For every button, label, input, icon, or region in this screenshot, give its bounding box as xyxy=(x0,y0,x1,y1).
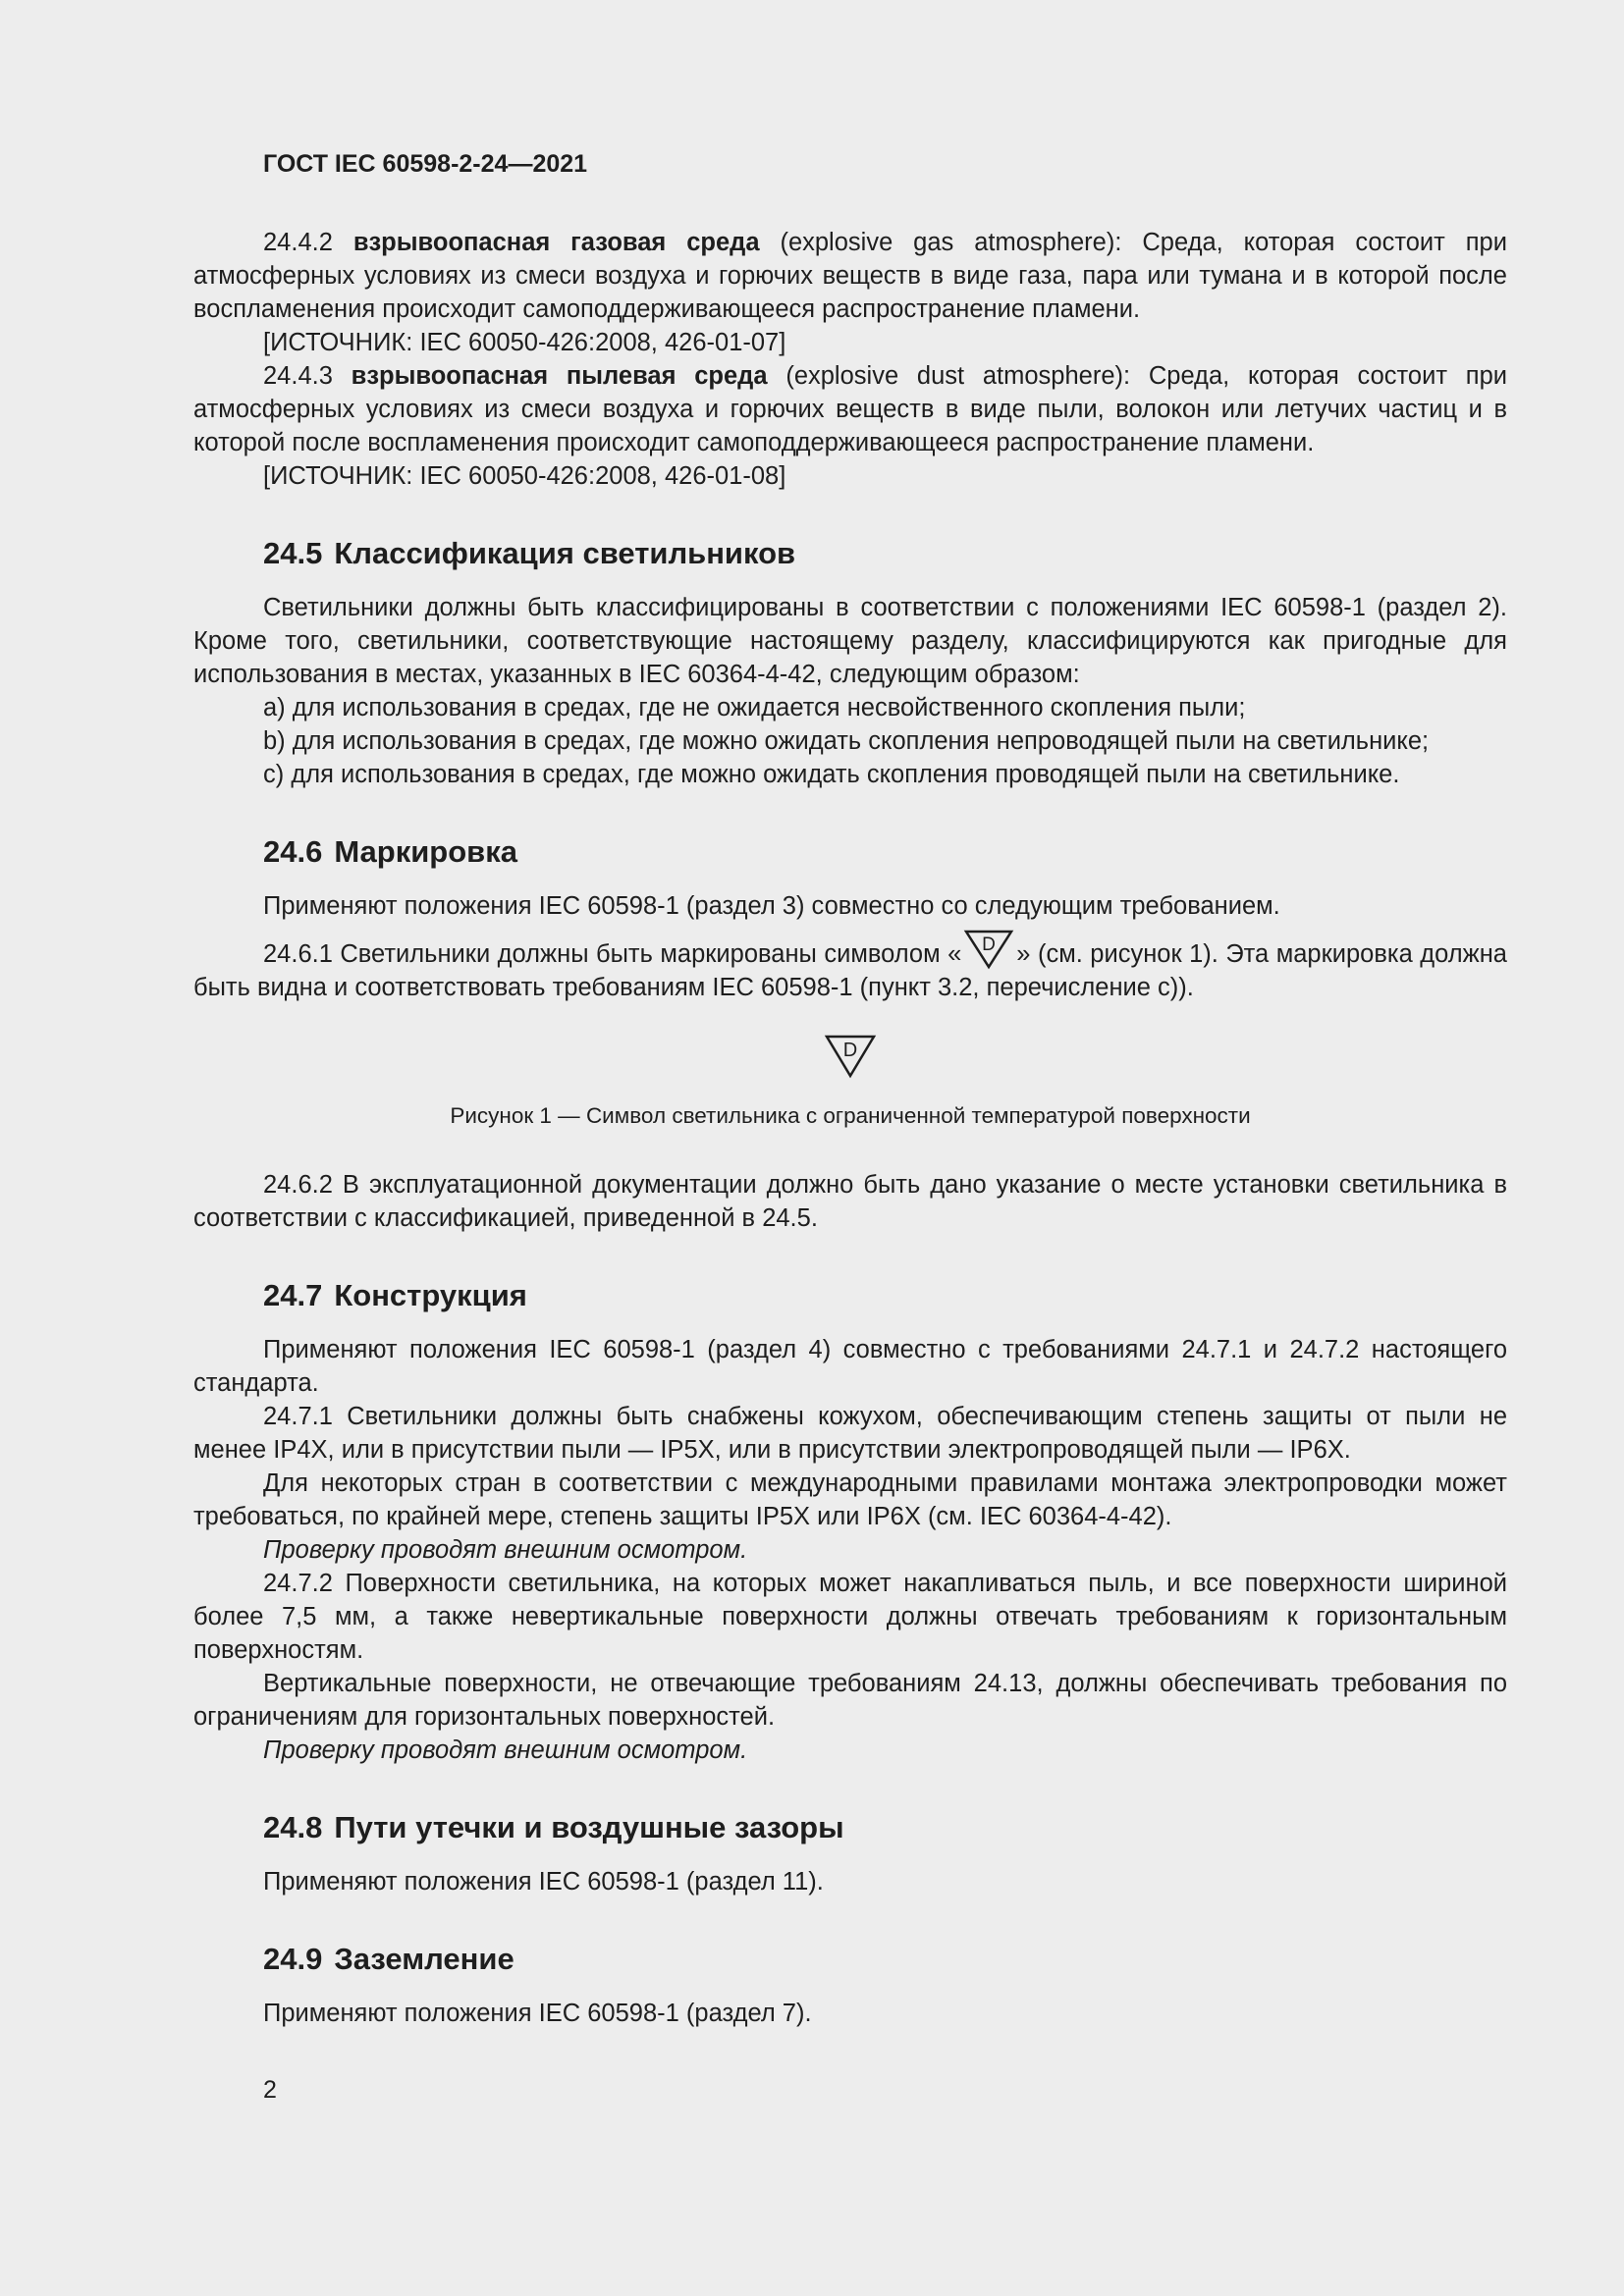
term: взрывоопасная газовая среда xyxy=(352,229,760,256)
section-number: 24.8 xyxy=(263,1810,323,1844)
page xyxy=(193,147,1507,2027)
paragraph-24-7-2: 24.7.2 Поверхности светильника, на которых может накапливаться пыль, и все поверхности шириной более 7,5 мм, а также невертикальные поверхности должны отвечать требованиям к горизонтальным поверхностям. xyxy=(193,1570,1507,1664)
paragraph-24-7-1: 24.7.1 Светильники должны быть снабжены кожухом, обеспечивающим степень защиты от пыли не менее IP4X, или в присутствии пыли — IP5X, или в присутствии электропроводящей пыли — IP6X. xyxy=(193,1403,1507,1464)
paragraph-24-6-2: 24.6.2 В эксплуатационной документации должно быть дано указание о месте установки светильника в соответствии с классификацией, приведенной в 24.5. xyxy=(193,1171,1507,1232)
section-title: Заземление xyxy=(334,1942,514,1976)
source-24-4-2: [ИСТОЧНИК: IEC 60050-426:2008, 426-01-07] xyxy=(263,329,786,356)
list-item-b: b) для использования в средах, где можно ожидать скопления непроводящей пыли на светильнике; xyxy=(263,727,1430,755)
figure-1 xyxy=(193,1034,1507,1084)
section-title: Маркировка xyxy=(334,834,517,869)
svg-text:D: D xyxy=(842,1040,858,1061)
check-italic: Проверку проводят внешним осмотром. xyxy=(263,1736,748,1764)
paragraph-24-6-1 xyxy=(193,929,1507,1004)
section-number: 24.6 xyxy=(263,834,323,869)
clause-number: 24.4.2 xyxy=(263,229,333,256)
check-text xyxy=(193,1734,1507,1767)
heading-24-6 xyxy=(263,832,1507,872)
dust-symbol-icon xyxy=(963,929,1014,970)
section-number: 24.5 xyxy=(263,536,323,570)
definition-text: (explosive gas atmosphere): Среда, которая состоит при атмосферных условиях из смеси воздуха и горючих веществ в виде газа, пара или тумана и в которой после воспламенения происходит самоподдерживающееся распространение пламени. xyxy=(193,229,1507,323)
intro-24-6: Применяют положения IEC 60598-1 (раздел 3) совместно со следующим требованием. xyxy=(263,892,1280,920)
document-header: ГОСТ IEC 60598-2-24—2021 xyxy=(263,150,588,178)
intro-24-7: Применяют положения IEC 60598-1 (раздел 4) совместно с требованиями 24.7.1 и 24.7.2 настоящего стандарта. xyxy=(193,1336,1507,1397)
check-text xyxy=(193,1533,1507,1567)
page-number: 2 xyxy=(263,2076,277,2104)
heading-24-8 xyxy=(263,1808,1507,1847)
page-content xyxy=(193,226,1507,2030)
text-24-9: Применяют положения IEC 60598-1 (раздел 7). xyxy=(263,2000,812,2027)
definition-text: (explosive dust atmosphere): Среда, которая состоит при атмосферных условиях из смеси воздуха и горючих веществ в виде пыли, волокон или летучих частиц и в которой после воспламенения происходит самоподдерживающееся распространение пламени. xyxy=(193,362,1507,456)
text-after-symbol: » (см. рисунок 1). Эта маркировка должна быть видна и соответствовать требованиям IEC 60598-1 (пункт 3.2, перечисление с)). xyxy=(193,940,1507,1001)
heading-24-9 xyxy=(263,1940,1507,1979)
list-item-a: a) для использования в средах, где не ожидается несвойственного скопления пыли; xyxy=(263,694,1246,721)
paragraph-24-4-3 xyxy=(193,359,1507,459)
text-24-8: Применяют положения IEC 60598-1 (раздел 11). xyxy=(263,1868,824,1896)
section-title: Классификация светильников xyxy=(334,536,796,570)
heading-24-5 xyxy=(263,534,1507,573)
term: взрывоопасная пылевая среда xyxy=(351,362,768,390)
paragraph-24-4-2 xyxy=(193,226,1507,326)
paragraph-24-7-2-note: Вертикальные поверхности, не отвечающие требованиям 24.13, должны обеспечивать требования по ограничениям для горизонтальных поверхностей. xyxy=(193,1670,1507,1731)
list-item-c: c) для использования в средах, где можно ожидать скопления проводящей пыли на светильнике. xyxy=(263,761,1400,788)
intro-24-5: Светильники должны быть классифицированы в соответствии с положениями IEC 60598-1 (раздел 2). Кроме того, светильники, соответствующие настоящему разделу, классифицируются как пригодные для использования в местах, указанных в IEC 60364-4-42, следующим образом: xyxy=(193,594,1507,688)
source-24-4-3: [ИСТОЧНИК: IEC 60050-426:2008, 426-01-08] xyxy=(263,462,786,490)
paragraph-24-7-1-note: Для некоторых стран в соответствии с международными правилами монтажа электропроводки может требоваться, по крайней мере, степень защиты IP5X или IP6X (см. IEC 60364-4-42). xyxy=(193,1469,1507,1530)
check-italic: Проверку проводят внешним осмотром. xyxy=(263,1536,748,1564)
figure-caption: Рисунок 1 — Символ светильника с ограниченной температурой поверхности xyxy=(450,1103,1251,1128)
text-before-symbol: 24.6.1 Светильники должны быть маркированы символом « xyxy=(263,940,962,968)
clause-number: 24.4.3 xyxy=(263,362,333,390)
section-title: Конструкция xyxy=(334,1278,527,1312)
svg-text:D: D xyxy=(982,934,997,955)
section-number: 24.9 xyxy=(263,1942,323,1976)
dust-symbol-figure-icon xyxy=(824,1034,877,1079)
section-number: 24.7 xyxy=(263,1278,323,1312)
heading-24-7 xyxy=(263,1276,1507,1315)
section-title: Пути утечки и воздушные зазоры xyxy=(334,1810,844,1844)
